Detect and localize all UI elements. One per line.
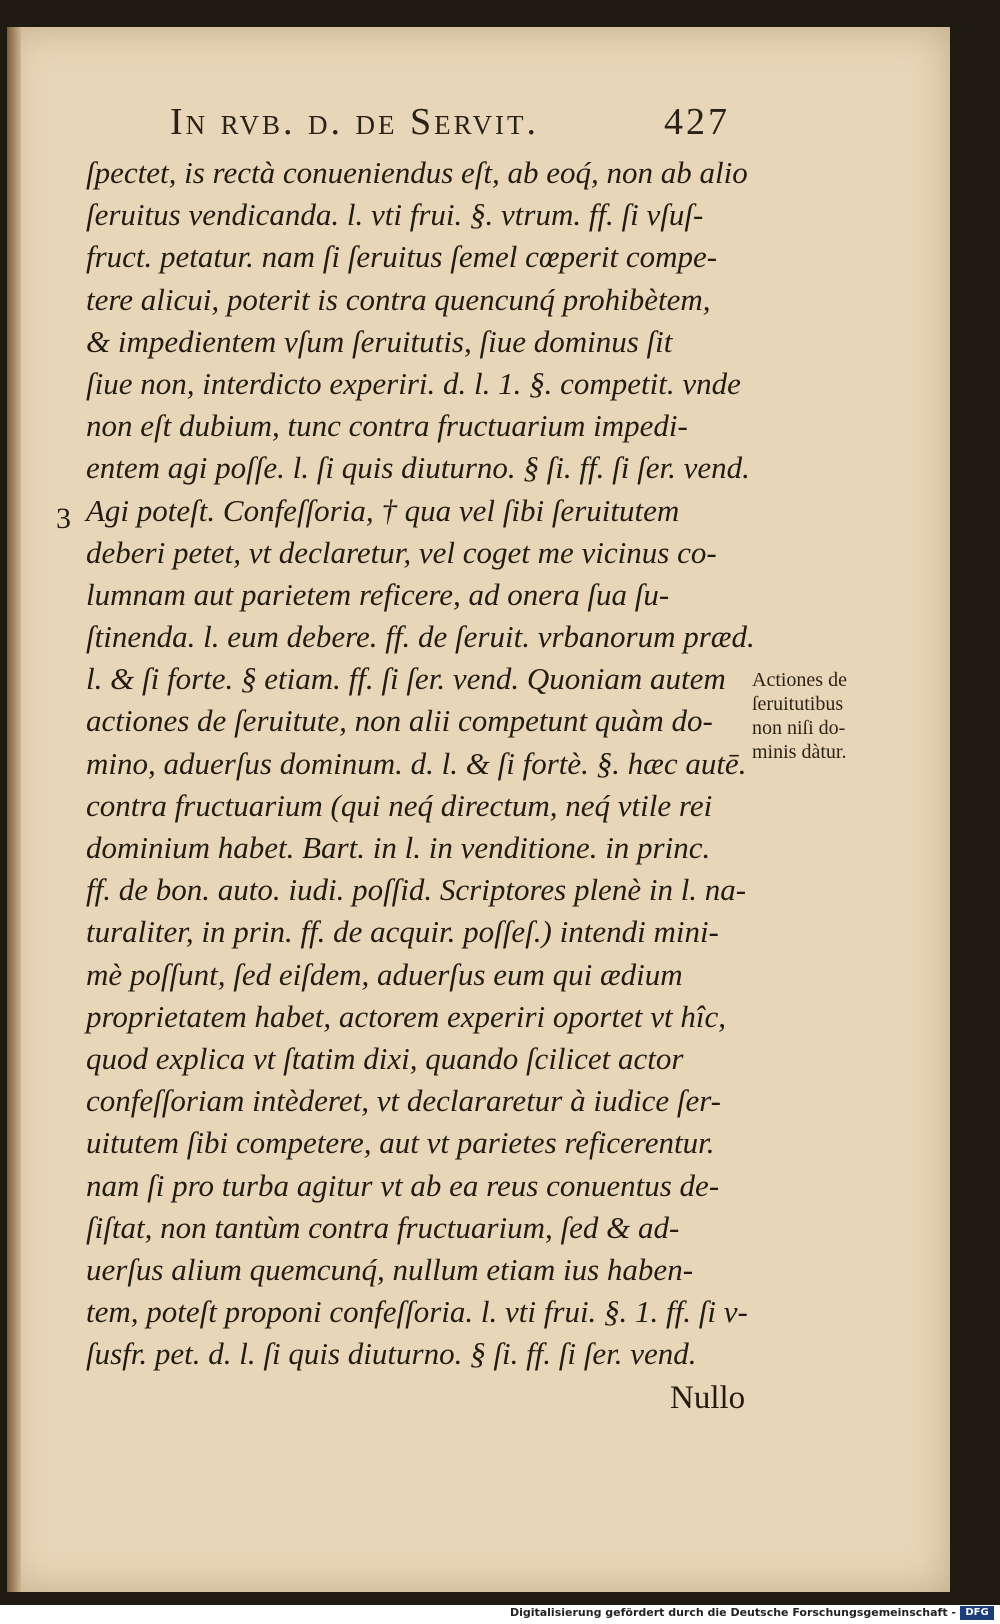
- margin-note: [752, 668, 902, 764]
- margin-note-line: ſeruitutibus: [752, 693, 844, 715]
- running-title: In rvb. d. de Servit.: [170, 101, 539, 143]
- text-line: quod explica vt ſtatim dixi, quando ſcilicet actor: [86, 1040, 684, 1076]
- text-line: actiones de ſeruitute, non alii competunt quàm do-: [86, 703, 713, 739]
- text-line: ſpectet, is rectà conueniendus eſt, ab eoq́, non ab alio: [86, 155, 748, 190]
- running-header: [170, 100, 730, 150]
- text-line: lumnam aut parietem reficere, ad onera ſua ſu-: [86, 576, 670, 612]
- text-line: tere alicui, poterit is contra quencunq́ prohibètem,: [86, 281, 711, 317]
- text-line: contra fructuarium (qui neq́ directum, neq́ vtile rei: [86, 787, 713, 823]
- text-line: & impedientem vſum ſeruitutis, ſiue dominus ſit: [86, 323, 673, 359]
- dfg-logo: DFG: [960, 1606, 994, 1620]
- text-line: entem agi poſſe. l. ſi quis diuturno. § ſi. ff. ſi ſer. vend.: [86, 450, 750, 486]
- text-line: ff. de bon. auto. iudi. poſſid. Scriptores plenè in l. na-: [86, 872, 747, 908]
- text-line: ſiue non, interdicto experiri. d. l. 1. §. competit. vnde: [86, 365, 741, 401]
- text-line: ſusfr. pet. d. l. ſi quis diuturno. § ſi. ff. ſi ſer. vend.: [86, 1336, 697, 1372]
- text-line: turaliter, in prin. ff. de acquir. poſſeſ.) intendi mini-: [86, 914, 719, 950]
- text-line: ſeruitus vendicanda. l. vti frui. §. vtrum. ff. ſi vſuſ-: [86, 197, 704, 233]
- text-line: dominium habet. Bart. in l. in venditione. in princ.: [86, 830, 711, 865]
- text-line: l. & ſi forte. § etiam. ff. ſi ſer. vend. Quoniam autem: [86, 661, 726, 697]
- text-line: deberi petet, vt declaretur, vel coget me vicinus co-: [86, 534, 717, 570]
- margin-note-line: Actiones de: [752, 669, 847, 691]
- catchword: Nullo: [670, 1380, 746, 1416]
- page-gutter-shadow: [7, 27, 21, 1592]
- text-line: proprietatem habet, actorem experiri oportet vt hîc,: [86, 998, 726, 1034]
- text-line: uitutem ſibi competere, aut vt parietes reficerentur.: [86, 1125, 715, 1161]
- text-line: nam ſi pro turba agitur vt ab ea reus conuentus de-: [86, 1167, 720, 1203]
- text-line: Agi poteſt. Confeſſoria, † qua vel ſibi ſeruitutem: [86, 492, 680, 528]
- margin-note-line: non niſi do-: [752, 717, 846, 739]
- text-line: confeſſoriam intèderet, vt declararetur à iudice ſer-: [86, 1083, 722, 1119]
- text-line: mè poſſunt, ſed eiſdem, aduerſus eum qui ædium: [86, 956, 683, 992]
- text-line: non eſt dubium, tunc contra fructuarium impedi-: [86, 408, 688, 444]
- text-line: uerſus alium quemcunq́, nullum etiam ius haben-: [86, 1251, 694, 1287]
- text-line: ſiſtat, non tantùm contra fructuarium, ſed & ad-: [86, 1209, 680, 1245]
- marginal-marker: 3: [56, 502, 71, 535]
- text-line: ſtinenda. l. eum debere. ff. de ſeruit. vrbanorum præd.: [86, 619, 755, 655]
- text-line: tem, poteſt proponi confeſſoria. l. vti frui. §. 1. ff. ſi v-: [86, 1294, 748, 1330]
- page-number: 427: [664, 101, 730, 143]
- text-line: mino, aduerſus dominum. d. l. & ſi fortè. §. hæc autē.: [86, 745, 747, 781]
- digitization-credit: Digitalisierung gefördert durch die Deutsche Forschungsgemeinschaft -: [509, 1606, 956, 1619]
- text-line: fruct. petatur. nam ſi ſeruitus ſemel cœperit compe-: [86, 239, 718, 275]
- main-text-block: [86, 152, 755, 1375]
- margin-note-line: minis dàtur.: [752, 741, 847, 763]
